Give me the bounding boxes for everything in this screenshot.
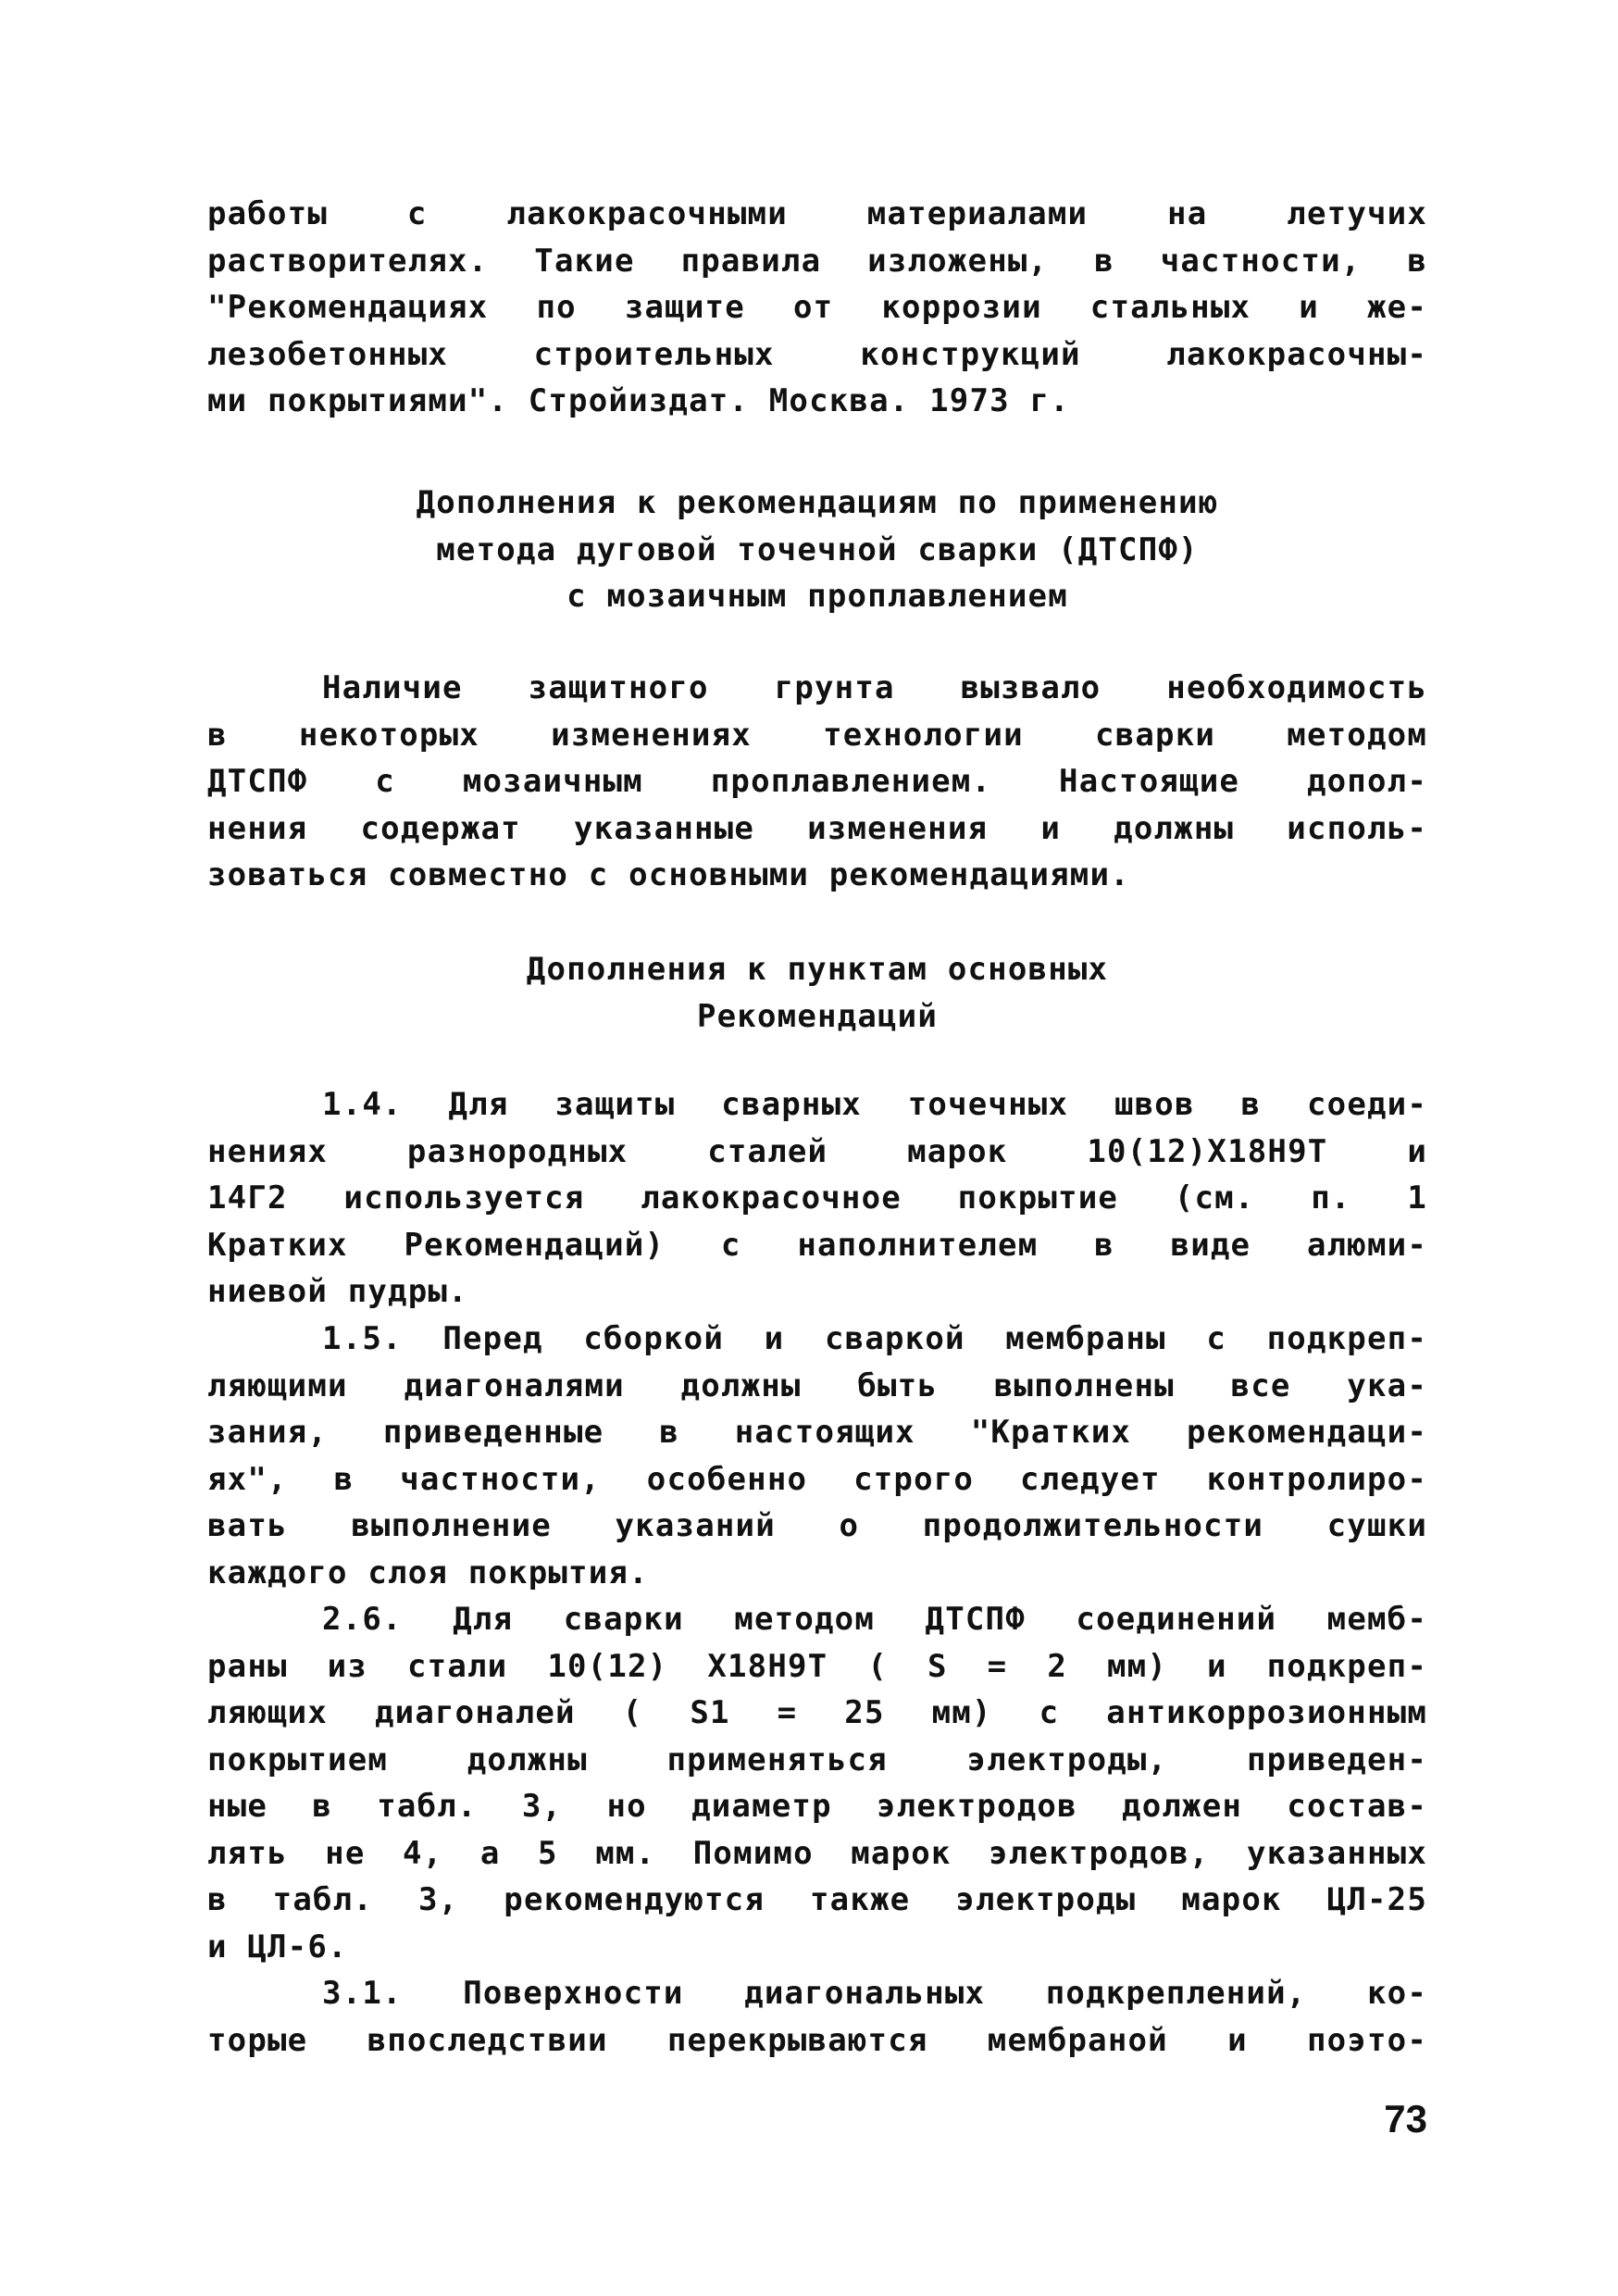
text-line: покрытием должны применяться электроды, приведен- xyxy=(207,1741,1427,1778)
text-line: нениях разнородных сталей марок 10(12)Х18Н9Т и xyxy=(207,1132,1427,1170)
text-line: каждого слоя покрытия. xyxy=(207,1554,649,1591)
heading-line: метода дуговой точечной сварки (ДТСПФ) xyxy=(436,530,1199,568)
text-line: и ЦЛ-6. xyxy=(207,1928,348,1965)
text-line: лезобетонных строительных конструкций лакокрасочны- xyxy=(207,335,1427,373)
text-line: вать выполнение указаний о продолжительности сушки xyxy=(207,1507,1427,1544)
heading-line: Дополнения к пунктам основных xyxy=(526,951,1109,988)
text-line: 1.5. Перед сборкой и сваркой мембраны с подкреп- xyxy=(322,1320,1427,1357)
text-line: ниевой пудры. xyxy=(207,1273,468,1310)
text-line: ях", в частности, особенно строго следует контролиро- xyxy=(207,1460,1427,1498)
text-line: 1.4. Для защиты сварных точечных швов в соеди- xyxy=(322,1086,1427,1123)
text-line: в табл. 3, рекомендуются также электроды марок ЦЛ-25 xyxy=(207,1881,1427,1918)
text-line: 3.1. Поверхности диагональных подкреплений, ко- xyxy=(322,1975,1427,2012)
text-line: нения содержат указанные изменения и должны исполь- xyxy=(207,809,1427,847)
page-number: 73 xyxy=(1384,2097,1427,2140)
heading-line: Рекомендаций xyxy=(696,997,939,1035)
text-line: ДТСПФ с мозаичным проплавлением. Настоящие допол- xyxy=(207,763,1427,800)
text-line: лять не 4, а 5 мм. Помимо марок электродов, указанных xyxy=(207,1834,1427,1872)
text-line: ляющими диагоналями должны быть выполнены все ука- xyxy=(207,1366,1427,1404)
text-line: зоваться совместно с основными рекомендациями. xyxy=(207,856,1130,893)
clause-3-1 xyxy=(207,1970,1427,2064)
text-line: ми покрытиями". Стройиздат. Москва. 1973 г. xyxy=(207,382,1070,419)
text-line: торые впоследствии перекрываются мембраной и поэто- xyxy=(207,2021,1427,2059)
text-line: Наличие защитного грунта вызвало необходимость xyxy=(322,669,1427,706)
text-line: 14Г2 используется лакокрасочное покрытие (см. п. 1 xyxy=(207,1179,1427,1217)
intro-paragraph xyxy=(207,191,1427,425)
clause-1-4 xyxy=(207,1081,1427,1316)
heading-line: с мозаичным проплавлением xyxy=(566,578,1068,615)
text-line: Кратких Рекомендаций) с наполнителем в виде алюми- xyxy=(207,1226,1427,1264)
text-line: ляющих диагоналей ( S1 = 25 мм) с антикоррозионным xyxy=(207,1694,1427,1731)
text-line: растворителях. Такие правила изложены, в частности, в xyxy=(207,242,1427,280)
text-line: 2.6. Для сварки методом ДТСПФ соединений мемб- xyxy=(322,1601,1427,1638)
section-heading xyxy=(207,480,1427,620)
heading-line: Дополнения к рекомендациям по применению xyxy=(416,484,1219,521)
body-paragraph xyxy=(207,665,1427,899)
text-line: работы с лакокрасочными материалами на летучих xyxy=(207,195,1427,232)
clause-1-5 xyxy=(207,1316,1427,1596)
text-line: раны из стали 10(12) Х18Н9Т ( S = 2 мм) и подкреп- xyxy=(207,1647,1427,1685)
clause-2-6 xyxy=(207,1596,1427,1970)
text-line: в некоторых изменениях технологии сварки методом xyxy=(207,716,1427,754)
section-heading xyxy=(207,946,1427,1040)
text-line: зания, приведенные в настоящих "Кратких рекомендаци- xyxy=(207,1414,1427,1451)
text-line: ные в табл. 3, но диаметр электродов должен состав- xyxy=(207,1788,1427,1825)
text-line: "Рекомендациях по защите от коррозии стальных и же- xyxy=(207,289,1427,326)
